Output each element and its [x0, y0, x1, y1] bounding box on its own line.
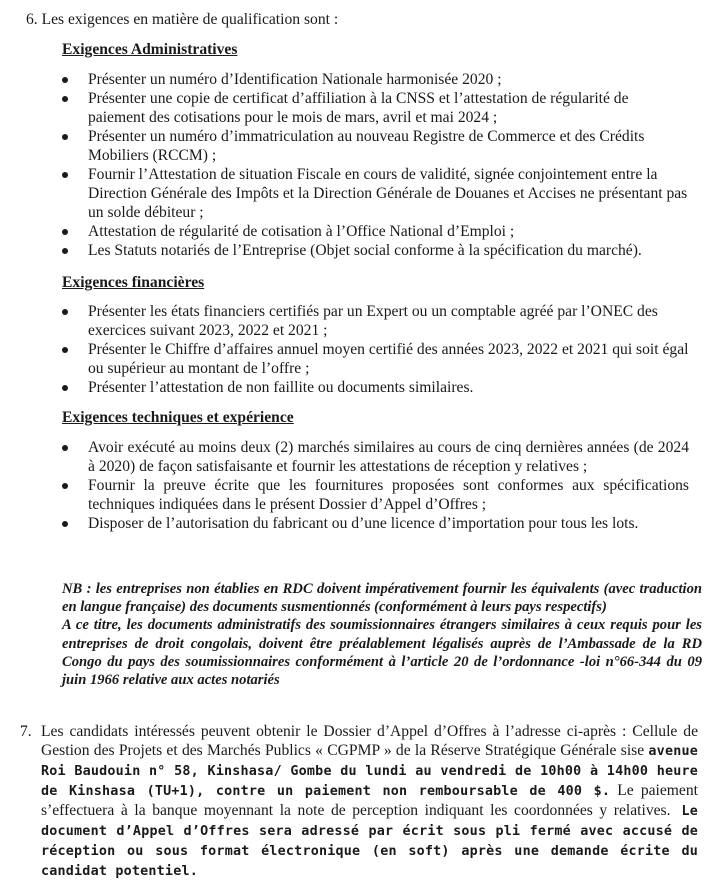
- section-7: [20, 722, 698, 881]
- bullet-icon: [62, 229, 68, 235]
- technical-requirements-list: [0, 438, 711, 533]
- bullet-icon: [62, 134, 68, 140]
- list-item: Les Statuts notariés de l’Entreprise (Objet social conforme à la spécification du marché).: [0, 241, 711, 260]
- section-7-bold-delivery: Le document d’Appel d’Offres sera adressé par écrit sous pli fermé avec accusé de réception ou sous format électronique (en soft) après une demande écrite du candidat potentiel.: [41, 804, 698, 879]
- bullet-icon: [62, 96, 68, 102]
- bullet-icon: [62, 77, 68, 83]
- bullet-icon: [62, 309, 68, 315]
- section-7-bold-address: avenue Roi Baudouin n° 58, Kinshasa/ Gombe du lundi au vendredi de 10h00 à 14h00 heure de Kinshasa (TU+1), contre un paiement non remboursable de 400 $.: [41, 744, 698, 799]
- list-item: Disposer de l’autorisation du fabricant ou d’une licence d’importation pour tous les lots.: [0, 514, 711, 533]
- nb-paragraph-2: A ce titre, les documents administratifs des soumissionnaires étrangers similaires à ceux requis pour les entreprises de droit congolais, doivent être préalablement légalisés auprès de l’Ambassade de la RD Congo du pays des soumissionnaires conformément à l’article 20 de l’ordonnance -loi n°66-344 du 09 juin 1966 relative aux actes notariés: [62, 617, 702, 689]
- admin-requirements-list: [0, 70, 711, 260]
- list-item: Fournir l’Attestation de situation Fiscale en cours de validité, signée conjointement entre la Direction Générale des Impôts et la Direction Générale de Douanes et Accises ne présentant pas un solde débiteur ;: [0, 165, 711, 222]
- bullet-icon: [62, 172, 68, 178]
- heading-technical: Exigences techniques et expérience: [62, 409, 294, 426]
- list-item: Avoir exécuté au moins deux (2) marchés similaires au cours de cinq dernières années (de 2024 à 2020) de façon satisfaisante et fournir les attestations de réception y relatives ;: [0, 438, 711, 476]
- list-item: Présenter l’attestation de non faillite ou documents similaires.: [0, 378, 711, 397]
- financial-requirements-list: [0, 302, 711, 397]
- list-item: Fournir la preuve écrite que les fournitures proposées sont conformes aux spécifications techniques indiquées dans le présent Dossier d’Appel d’Offres ;: [0, 476, 711, 514]
- list-item: Présenter le Chiffre d’affaires annuel moyen certifié des années 2023, 2022 et 2021 qui soit égal ou supérieur au montant de l’offre ;: [0, 340, 711, 378]
- list-item: Présenter une copie de certificat d’affiliation à la CNSS et l’attestation de régularité de paiement des cotisations pour le mois de mars, avril et mai 2024 ;: [0, 89, 711, 127]
- section-7-text: Les candidats intéressés peuvent obtenir le Dossier d’Appel d’Offres à l’adresse ci-après : Cellule de Gestion des Projets et des Marchés Publics « CGPMP » de la Réserve Stratégique Générale sise avenue Roi Baudouin n° 58, Kinshasa/ Gombe du lundi au vendredi de 10h00 à 14h00 heure de Kinshasa (TU+1), contre un paiement non remboursable de 400 $. Le paiement s’effectuera à la banque moyennant la note de perception indiquant les coordonnées y relatives. Le document d’Appel d’Offres sera adressé par écrit sous pli fermé avec accusé de réception ou sous format électronique (en soft) après une demande écrite du candidat potentiel.: [41, 723, 698, 879]
- list-item: Présenter un numéro d’immatriculation au nouveau Registre de Commerce et des Crédits Mobiliers (RCCM) ;: [0, 127, 711, 165]
- nb-note: [62, 580, 702, 689]
- nb-paragraph-1: NB : les entreprises non établies en RDC doivent impérativement fournir les équivalents (avec traduction en langue française) des documents susmentionnés (conformément à leurs pays respectifs): [62, 581, 702, 616]
- bullet-icon: [62, 347, 68, 353]
- list-item: Présenter les états financiers certifiés par un Expert ou un comptable agréé par l’ONEC des exercices suivant 2023, 2022 et 2021 ;: [0, 302, 711, 340]
- list-item: Attestation de régularité de cotisation à l’Office National d’Emploi ;: [0, 222, 711, 241]
- list-item: Présenter un numéro d’Identification Nationale harmonisée 2020 ;: [0, 70, 711, 89]
- bullet-icon: [62, 248, 68, 254]
- bullet-icon: [62, 445, 68, 451]
- bullet-icon: [62, 521, 68, 527]
- heading-administrative: Exigences Administratives: [62, 41, 238, 58]
- bullet-icon: [62, 385, 68, 391]
- section-7-number: 7.: [20, 723, 32, 740]
- section-6-intro: 6. Les exigences en matière de qualification sont :: [26, 11, 339, 28]
- heading-financial: Exigences financières: [62, 274, 205, 291]
- bullet-icon: [62, 483, 68, 489]
